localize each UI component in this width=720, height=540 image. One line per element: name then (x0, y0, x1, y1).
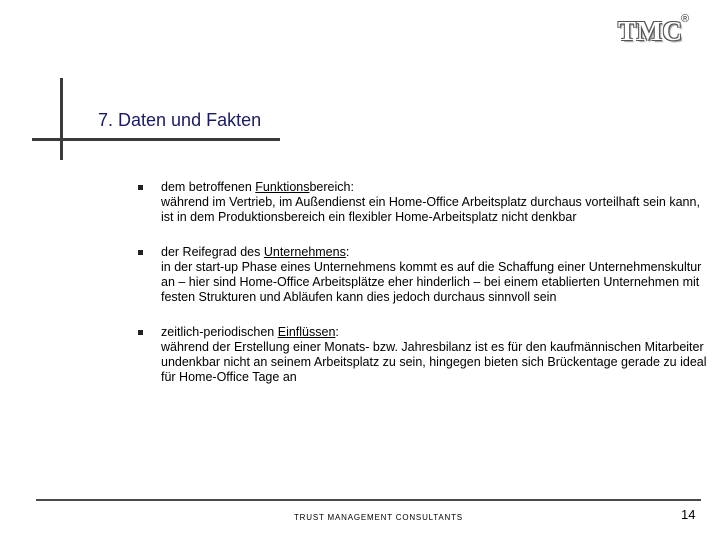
footer-divider (36, 499, 701, 501)
bullet-item (138, 245, 708, 305)
bullet-heading: zeitlich-periodischen Einflüssen: (161, 325, 339, 339)
bullet-term: Funktions (255, 180, 310, 194)
slide-title: 7. Daten und Fakten (98, 110, 262, 130)
bullet-body: während im Vertrieb, im Außendienst ein Home-Office Arbeitsplatz durchaus vorteilhaft sein kann, ist in dem Produktionsbereich ein flexibler Home-Arbeitsplatz nicht denkbar (161, 195, 700, 224)
vertical-accent-line (60, 78, 63, 160)
footer-company: TRUST MANAGEMENT CONSULTANTS (294, 513, 463, 522)
bullet-square-icon (138, 185, 143, 190)
registered-mark: ® (681, 13, 690, 25)
bullet-square-icon (138, 250, 143, 255)
bullet-heading: dem betroffenen Funktionsbereich: (161, 180, 354, 194)
bullet-item (138, 180, 708, 225)
title-underline (32, 138, 280, 141)
page-number: 14 (681, 507, 696, 522)
bullet-body: während der Erstellung einer Monats- bzw. Jahresbilanz ist es für den kaufmännischen Mitarbeiter undenkbar nicht an seinem Arbeitsplatz zu sein, hingegen bieten sich Brückentage gerade zu ideal für Home-Office Tage an (161, 340, 707, 384)
bullet-body: in der start-up Phase eines Unternehmens kommt es auf die Schaffung einer Unternehmenskultur an – hier sind Home-Office Arbeitsplätze eher hinderlich – bei einem etablierten Unternehmen mit festen Strukturen und Abläufen kann dies jedoch durchaus sinnvoll sein (161, 260, 702, 304)
bullet-item (138, 325, 708, 385)
bullet-list (138, 180, 708, 405)
bullet-term: Einflüssen (277, 325, 336, 339)
bullet-square-icon (138, 330, 143, 335)
bullet-heading: der Reifegrad des Unternehmens: (161, 245, 350, 259)
tmc-logo: TMC (618, 16, 683, 46)
bullet-term: Unternehmens (263, 245, 346, 259)
